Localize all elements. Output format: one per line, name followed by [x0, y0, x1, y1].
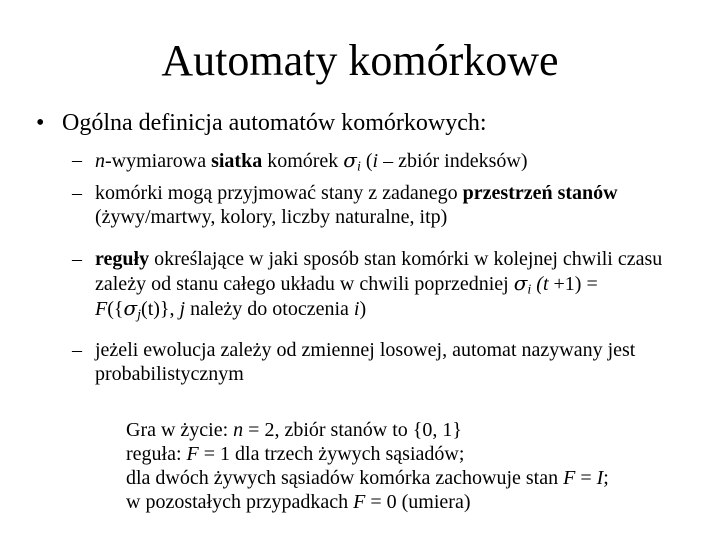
text-fragment: = 2, zbiór stanów to {0, 1} [243, 419, 462, 441]
text-fragment: i [372, 150, 379, 172]
text-fragment: określające w jaki sposób stan komórki w kolejnej chwili czasu zależy od stanu całego układu w chwili poprzedniej [95, 248, 663, 295]
bullet-marker: • [36, 110, 45, 136]
text-fragment: -wymiarowa [105, 150, 212, 172]
text-fragment: F [563, 467, 576, 489]
sigma-symbol: σ [343, 148, 357, 172]
sub-item-probabilistic [72, 338, 672, 386]
text-fragment: ( [360, 150, 373, 172]
text-fragment: komórek [262, 150, 344, 172]
text-fragment: n [233, 419, 244, 441]
note-line-3 [126, 466, 609, 490]
text-fragment: siatka [211, 150, 263, 172]
sigma-symbol: σ [513, 271, 528, 295]
sub-item-text [95, 247, 672, 321]
dash-marker: – [72, 149, 82, 171]
subscript: j [137, 307, 142, 323]
sub-item-text [95, 181, 672, 229]
text-fragment: dla dwóch żywych sąsiadów komórka zachowuje stan [126, 467, 564, 489]
sub-item-rules [72, 247, 672, 321]
main-bullet [36, 108, 487, 138]
text-fragment: reguły [95, 248, 150, 270]
text-fragment: – zbiór indeksów) [378, 150, 528, 172]
text-fragment: = 0 (umiera) [365, 491, 471, 513]
text-fragment: n [95, 150, 105, 172]
text-fragment: reguła: [126, 443, 187, 465]
text-fragment: ; [603, 467, 609, 489]
text-fragment: j [179, 298, 186, 320]
text-fragment: przestrzeń stanów [462, 182, 618, 204]
sigma-symbol: σ [123, 296, 138, 320]
text-fragment: F [186, 443, 199, 465]
dash-marker: – [72, 248, 82, 270]
game-of-life-note [126, 418, 609, 514]
text-fragment: ) [359, 298, 367, 320]
text-fragment: (żywy/martwy, kolory, liczby naturalne, itp) [95, 206, 448, 228]
note-line-1 [126, 418, 609, 442]
text-fragment: i [353, 298, 360, 320]
text-fragment: = [575, 467, 597, 489]
sub-item-states [72, 181, 672, 229]
text-fragment: należy do otoczenia [185, 298, 354, 320]
text-fragment: (t [531, 273, 554, 295]
text-fragment: = 1 dla trzech żywych sąsiadów; [198, 443, 465, 465]
sub-item-text [95, 148, 672, 173]
text-fragment: Gra w życie: [126, 419, 234, 441]
main-bullet-text: Ogólna definicja automatów komórkowych: [62, 110, 487, 136]
text-fragment: ({ [107, 298, 124, 320]
sub-item-text: jeżeli ewolucja zależy od zmiennej losowej, automat nazywany jest probabilistycznym [95, 339, 636, 385]
text-fragment: F [353, 491, 366, 513]
subscript: i [356, 159, 361, 175]
dash-marker: – [72, 182, 82, 204]
slide-title: Automaty komórkowe [161, 36, 559, 85]
text-fragment: +1) = [553, 273, 598, 295]
text-fragment: F [95, 298, 108, 320]
sub-item-lattice [72, 148, 672, 173]
text-fragment: (t)}, [141, 298, 180, 320]
note-line-4 [126, 490, 609, 514]
text-fragment: komórki mogą przyjmować stany z zadanego [95, 182, 463, 204]
text-fragment: I [596, 467, 604, 489]
text-fragment: w pozostałych przypadkach [126, 491, 354, 513]
note-line-2 [126, 442, 609, 466]
dash-marker: – [72, 339, 82, 361]
subscript: i [527, 282, 532, 298]
